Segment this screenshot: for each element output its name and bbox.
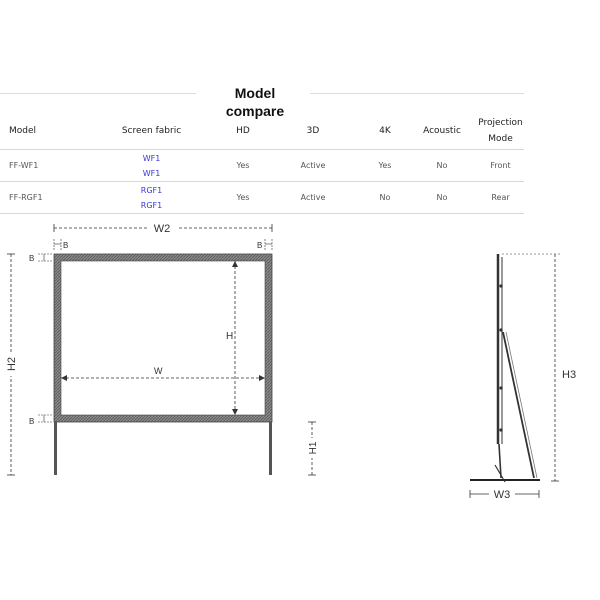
model-compare-table [0, 112, 524, 214]
h3-label: H3 [562, 369, 577, 381]
side-bracket [499, 284, 502, 287]
side-bracket [499, 386, 502, 389]
page-title: Model compare [225, 85, 285, 119]
screen-dimension-diagram [0, 215, 600, 505]
side-view [470, 254, 581, 501]
h2-label: H2 [6, 356, 18, 372]
header-4k: 4K [363, 112, 407, 150]
b-top-left-label: B [63, 241, 69, 250]
w-label: W [154, 366, 163, 376]
w3-label: W3 [493, 489, 511, 501]
side-rear-brace [503, 332, 534, 478]
fabric-line: WF1 [142, 168, 161, 178]
b-side-top-label: B [29, 254, 35, 263]
cell-3d: Active [263, 182, 363, 214]
cell-hd: Yes [223, 150, 263, 182]
cell-hd: Yes [223, 182, 263, 214]
table-row [0, 182, 524, 214]
title-rule-left [0, 93, 196, 94]
w2-label: W2 [153, 223, 171, 235]
side-bracket [499, 428, 502, 431]
h-label: H [226, 331, 234, 342]
header-projection-mode [477, 112, 524, 150]
front-leg-left [54, 422, 57, 475]
header-projection-line1: Projection [478, 117, 523, 128]
header-projection-line2: Mode [488, 133, 513, 144]
h1-label: H1 [308, 441, 319, 455]
section-title-bar [0, 84, 524, 119]
front-leg-right [269, 422, 272, 475]
cell-4k: Yes [363, 150, 407, 182]
fabric-line: RGF1 [140, 185, 163, 195]
header-3d: 3D [263, 112, 363, 150]
table-row [0, 150, 524, 182]
header-hd: HD [223, 112, 263, 150]
cell-projection: Front [477, 150, 524, 182]
header-screen-fabric: Screen fabric [80, 112, 223, 150]
cell-model: FF-WF1 [0, 150, 80, 182]
header-acoustic: Acoustic [407, 112, 477, 150]
cell-projection: Rear [477, 182, 524, 214]
cell-acoustic: No [407, 150, 477, 182]
cell-fabric [80, 150, 223, 182]
front-view [4, 221, 319, 475]
cell-4k: No [363, 182, 407, 214]
fabric-line: WF1 [142, 153, 161, 163]
cell-model: FF-RGF1 [0, 182, 80, 214]
b-side-bottom-label: B [29, 417, 35, 426]
side-rear-brace-edge [506, 332, 537, 478]
header-model: Model [0, 112, 80, 150]
b-top-right-label: B [257, 241, 263, 250]
cell-3d: Active [263, 150, 363, 182]
title-rule-right [310, 93, 524, 94]
cell-acoustic: No [407, 182, 477, 214]
cell-fabric [80, 182, 223, 214]
fabric-line: RGF1 [140, 200, 163, 210]
screen-surface [61, 261, 265, 415]
side-bracket [499, 328, 502, 331]
table-header-row [0, 112, 524, 150]
